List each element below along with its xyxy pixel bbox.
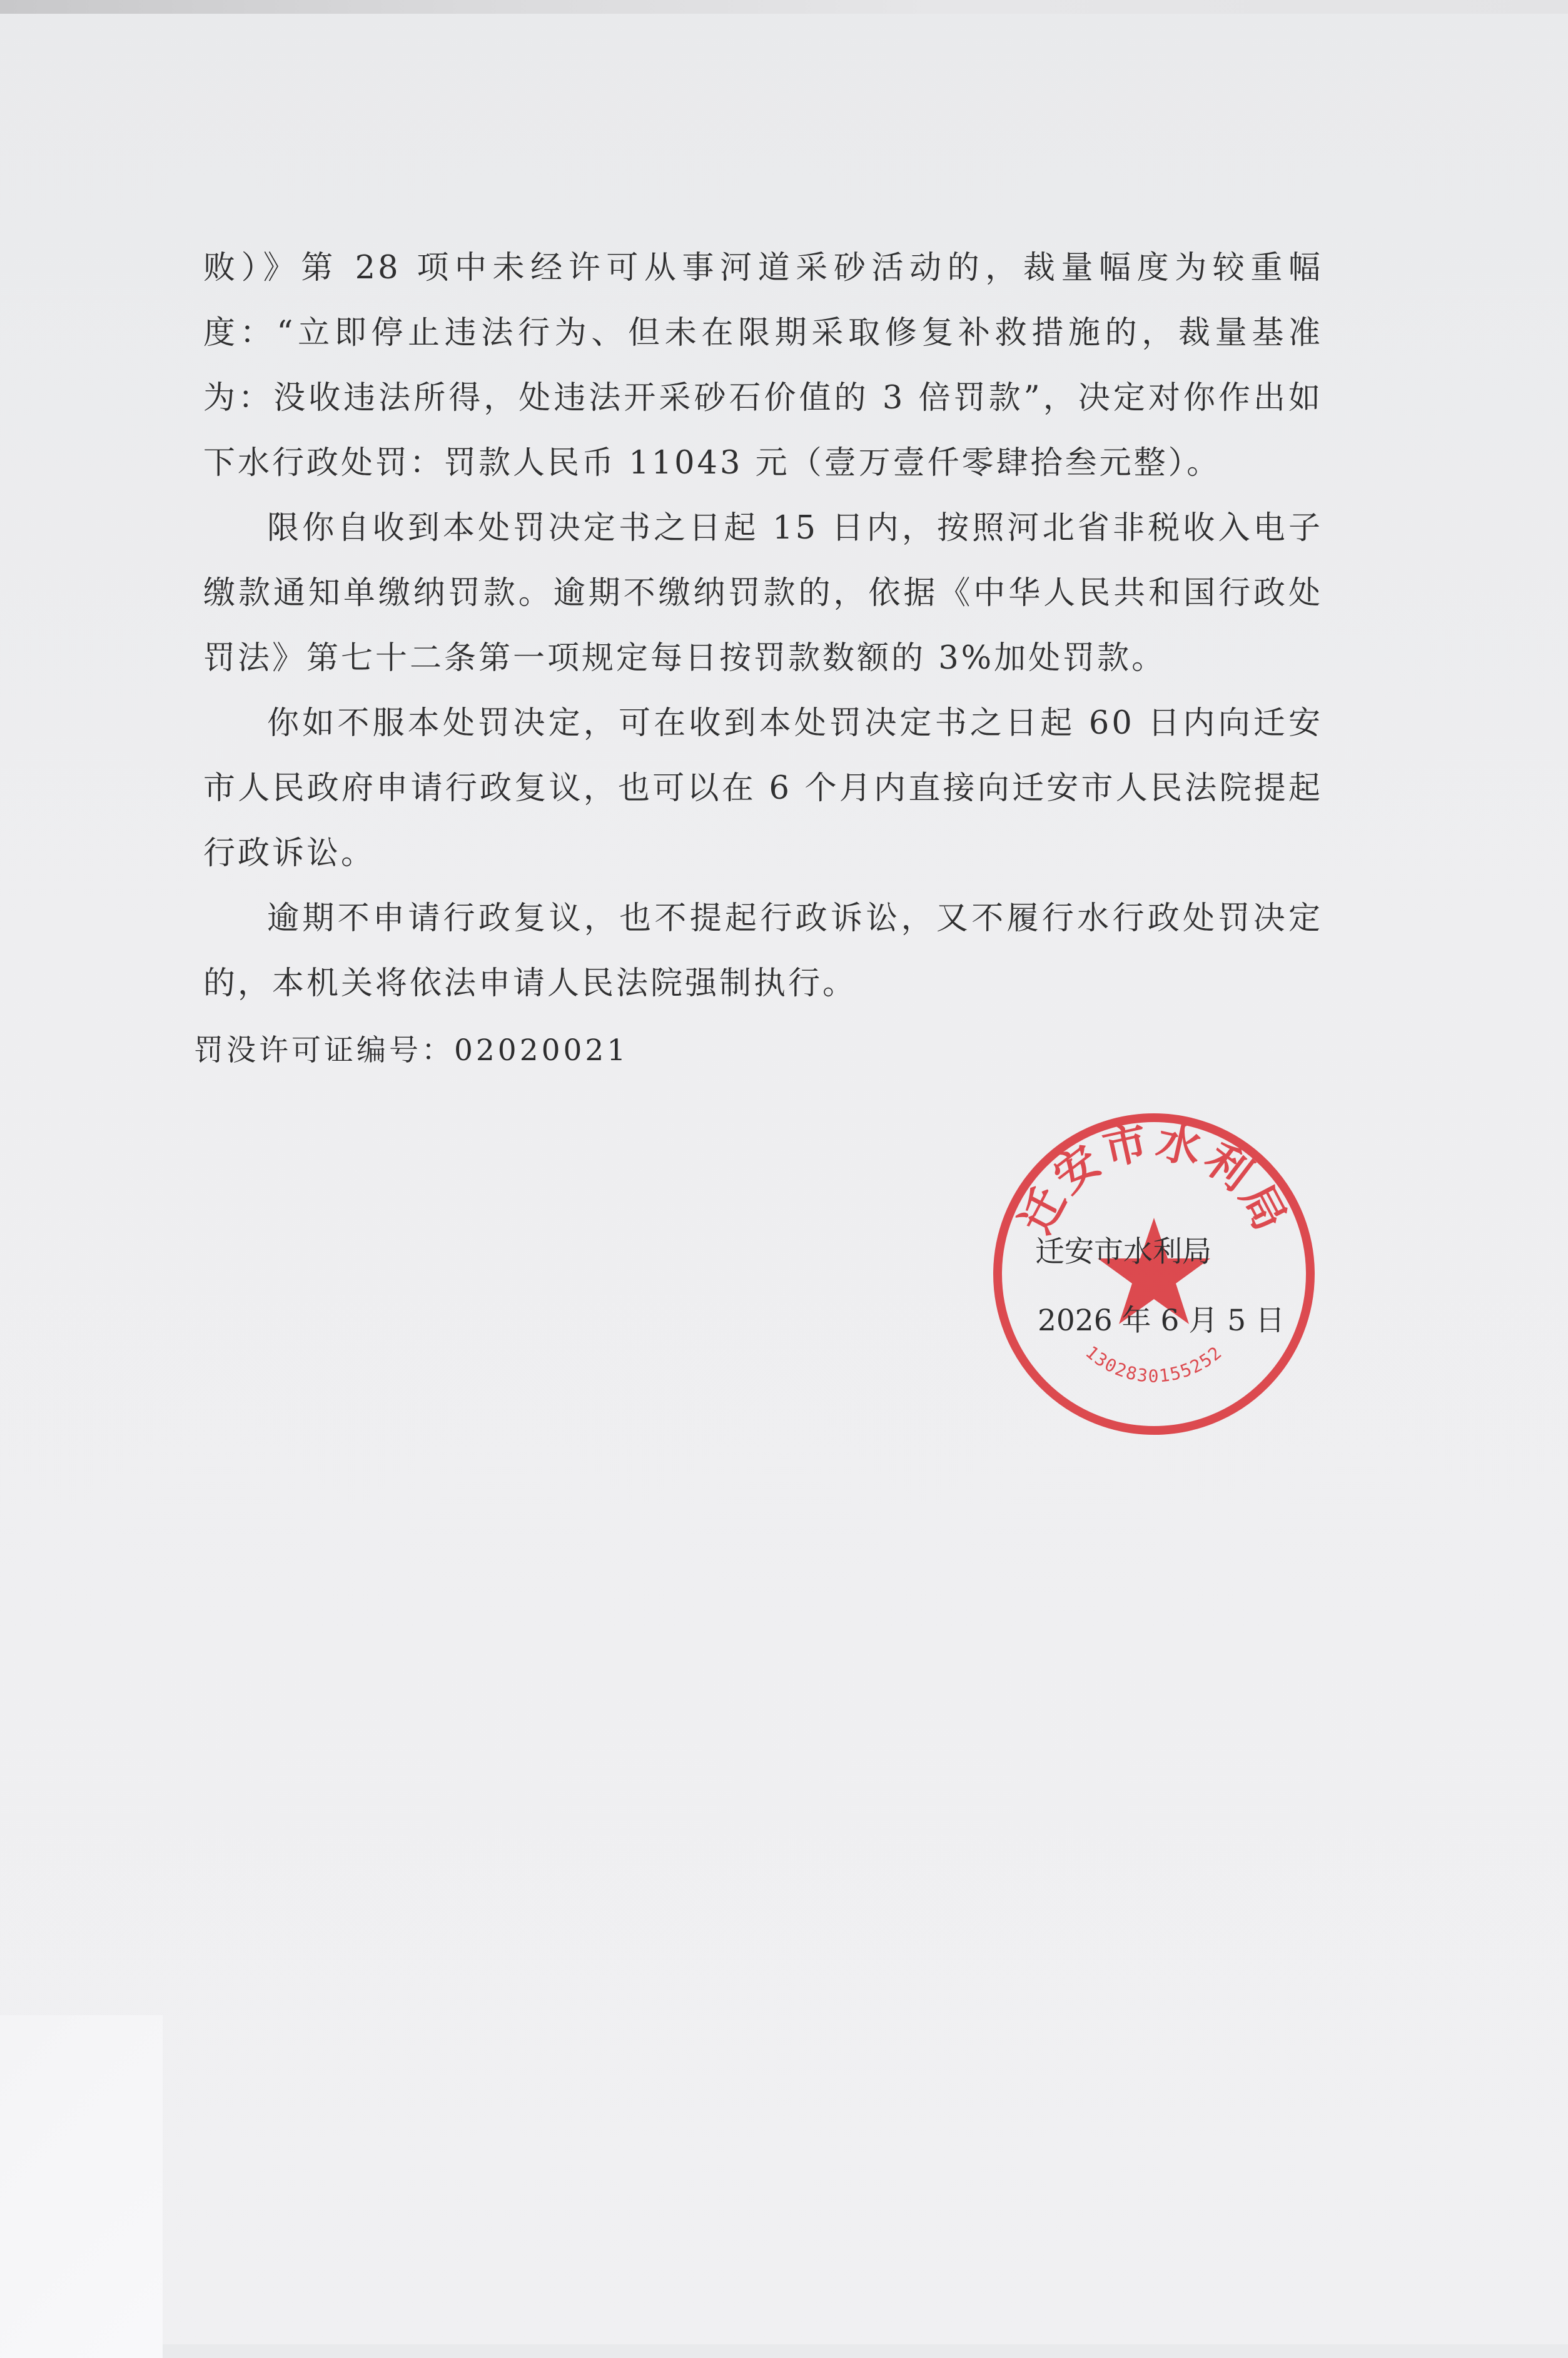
seal-name: 迁安市水利局 bbox=[1009, 1114, 1298, 1242]
paragraph-enforcement: 逾期不申请行政复议，也不提起行政诉讼，又不履行水行政处罚决定的，本机关将依法申请人民法院强制执行。 bbox=[203, 900, 1323, 1002]
signature-block bbox=[1035, 1218, 1285, 1355]
document-body bbox=[203, 236, 1323, 1016]
paragraph-appeal-rights: 你如不服本处罚决定，可在收到本处罚决定书之日起 60 日内向迁安市人民政府申请行政复议，也可以在 6 个月内直接向迁安市人民法院提起行政诉讼。 bbox=[203, 705, 1323, 872]
paragraph-payment-deadline: 限你自收到本处罚决定书之日起 15 日内，按照河北省非税收入电子缴款通知单缴纳罚款。逾期不缴纳罚款的，依据《中华人民共和国行政处罚法》第七十二条第一项规定每日按罚款数额的 3%加处罚款。 bbox=[203, 510, 1323, 677]
issuer-name: 迁安市水利局 bbox=[1035, 1235, 1211, 1269]
permit-number: 罚没许可证编号：02020021 bbox=[194, 1033, 629, 1068]
page-corner-highlight bbox=[0, 2015, 163, 2358]
issue-date: 2026 年 6 月 5 日 bbox=[1038, 1303, 1285, 1338]
document-page bbox=[0, 14, 1568, 2344]
photo-top-edge bbox=[0, 0, 1568, 14]
paragraph-penalty-decision: 败）》第 28 项中未经许可从事河道采砂活动的，裁量幅度为较重幅度：“立即停止违法行为、但未在限期采取修复补救措施的，裁量基准为：没收违法所得，处违法开采砂石价值的 3 倍罚款”，决定对你作出如下水行政处罚：罚款人民币 11043 元（壹万壹仟零肆拾叁元整）。 bbox=[203, 250, 1323, 482]
seal-number: 1302830155252 bbox=[1081, 1342, 1227, 1387]
